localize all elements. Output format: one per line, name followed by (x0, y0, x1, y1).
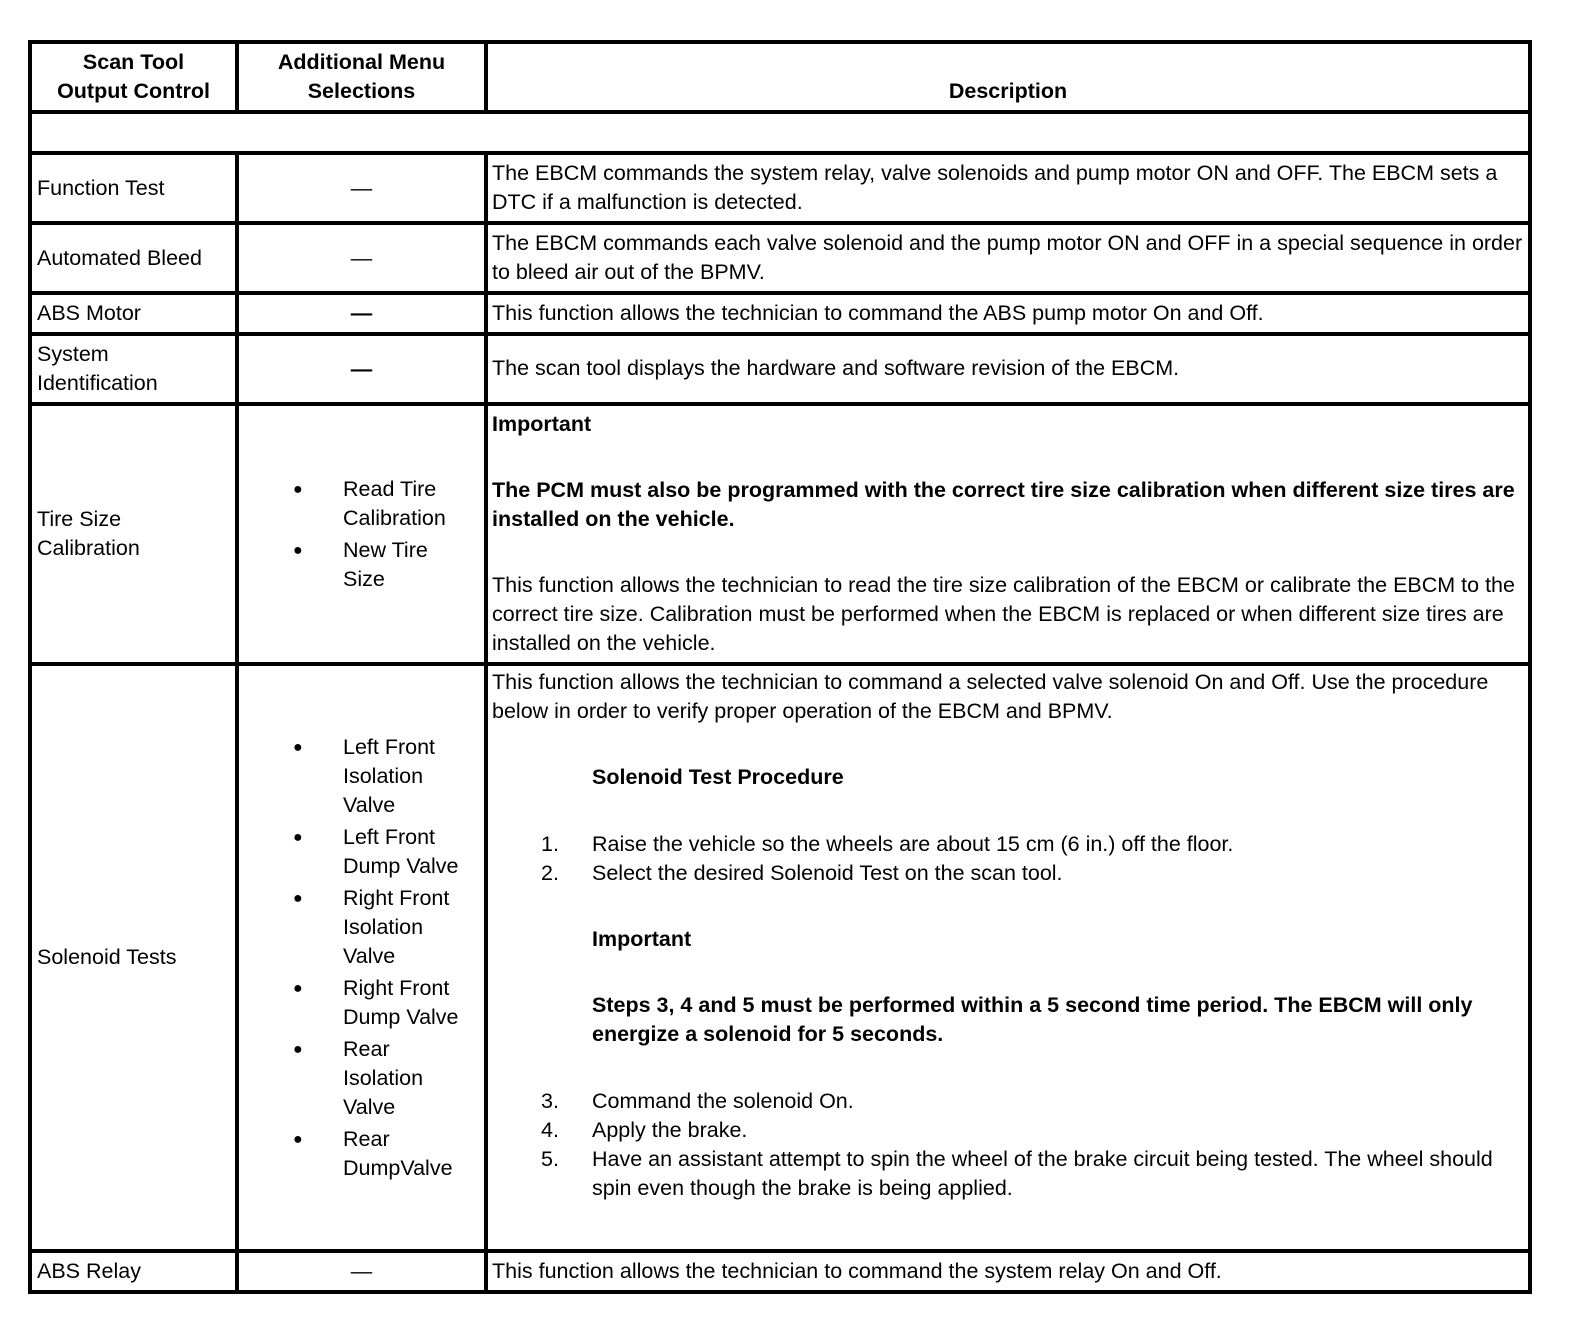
tire-size-selection-list (239, 475, 484, 594)
selection-abs-relay: — (237, 1251, 486, 1292)
important-label: Important (592, 927, 692, 951)
bullet-icon: ● (293, 480, 303, 498)
table-row-solenoid-tests (30, 664, 1530, 1251)
table-row-system-identification (30, 334, 1530, 404)
selection-system-identification: — (237, 334, 486, 404)
bullet-icon: ● (293, 1040, 303, 1058)
description-solenoid-tests (486, 664, 1530, 1251)
control-automated-bleed: Automated Bleed (30, 223, 237, 293)
control-function-test: Function Test (30, 153, 237, 223)
list-item: ● Rear DumpValve (293, 1126, 453, 1180)
list-item: ● Right Front Dump Valve (293, 975, 459, 1029)
bullet-icon: ● (293, 738, 303, 756)
important-label: Important (492, 411, 592, 436)
solenoid-selection-list (239, 733, 484, 1183)
description-system-identification: The scan tool displays the hardware and software revision of the EBCM. (486, 334, 1530, 404)
spacer-cell (30, 112, 1530, 153)
list-item: ● Rear Isolation Valve (293, 1036, 424, 1119)
procedure-title: Solenoid Test Procedure (592, 765, 844, 789)
bullet-icon: ● (293, 541, 303, 559)
control-abs-motor: ABS Motor (30, 293, 237, 334)
description-automated-bleed: The EBCM commands each valve solenoid and the pump motor ON and OFF in a special sequence in order to bleed air out of the BPMV. (486, 223, 1530, 293)
list-item: ● Right Front Isolation Valve (293, 885, 450, 968)
selection-function-test: — (237, 153, 486, 223)
control-system-identification: System Identification (30, 334, 237, 404)
list-item: 1. Raise the vehicle so the wheels are about 15 cm (6 in.) off the floor. (541, 832, 1234, 856)
list-item: 4. Apply the brake. (541, 1118, 748, 1142)
table-row-abs-motor (30, 293, 1530, 334)
table-row-abs-relay (30, 1251, 1530, 1292)
selection-automated-bleed: — (237, 223, 486, 293)
description-abs-relay: This function allows the technician to command the system relay On and Off. (486, 1251, 1530, 1292)
output-control-table (28, 40, 1532, 1294)
list-item: ● Left Front Dump Valve (293, 824, 459, 878)
bullet-icon: ● (293, 1130, 303, 1148)
spacer-row (30, 112, 1530, 153)
table-row-automated-bleed (30, 223, 1530, 293)
tire-size-description: This function allows the technician to read the tire size calibration of the EBCM or calibrate the EBCM to the correct tire size. Calibration must be performed when the EBCM is replaced or when different size tires are installed on the vehicle. (492, 572, 1515, 655)
header-additional-menu-selections: Additional Menu Selections (237, 42, 486, 112)
table-row-function-test (30, 153, 1530, 223)
selection-abs-motor: — (237, 293, 486, 334)
list-item: 5. Have an assistant attempt to spin the wheel of the brake circuit being tested. The wheel should spin even though the brake is being applied. (541, 1147, 1493, 1200)
important-note: Steps 3, 4 and 5 must be performed within a 5 second time period. The EBCM will only energize a solenoid for 5 seconds. (592, 993, 1473, 1046)
list-item: ● Left Front Isolation Valve (293, 734, 436, 817)
list-item: 2. Select the desired Solenoid Test on the scan tool. (541, 861, 1063, 885)
bullet-icon: ● (293, 828, 303, 846)
description-function-test: The EBCM commands the system relay, valve solenoids and pump motor ON and OFF. The EBCM sets a DTC if a malfunction is detected. (486, 153, 1530, 223)
control-tire-size-calibration: Tire Size Calibration (30, 404, 237, 664)
list-item: ● Read Tire Calibration (293, 476, 446, 530)
selection-tire-size-calibration (237, 404, 486, 664)
bullet-icon: ● (293, 979, 303, 997)
header-description: Description (486, 42, 1530, 112)
procedure-steps-a (492, 830, 1524, 888)
selection-solenoid-tests (237, 664, 486, 1251)
solenoid-intro: This function allows the technician to command a selected valve solenoid On and Off. Use the procedure below in order to verify proper operation of the EBCM and BPMV. (492, 670, 1489, 723)
control-abs-relay: ABS Relay (30, 1251, 237, 1292)
list-item: 3. Command the solenoid On. (541, 1089, 854, 1113)
bullet-icon: ● (293, 889, 303, 907)
description-tire-size-calibration (486, 404, 1530, 664)
procedure-steps-b (492, 1087, 1524, 1203)
header-scan-tool-output-control: Scan Tool Output Control (30, 42, 237, 112)
description-abs-motor: This function allows the technician to command the ABS pump motor On and Off. (486, 293, 1530, 334)
list-item: ● New Tire Size (293, 537, 428, 591)
header-row (30, 42, 1530, 112)
important-note: The PCM must also be programmed with the correct tire size calibration when different size tires are installed on the vehicle. (492, 477, 1515, 531)
control-solenoid-tests: Solenoid Tests (30, 664, 237, 1251)
table-row-tire-size-calibration (30, 404, 1530, 664)
